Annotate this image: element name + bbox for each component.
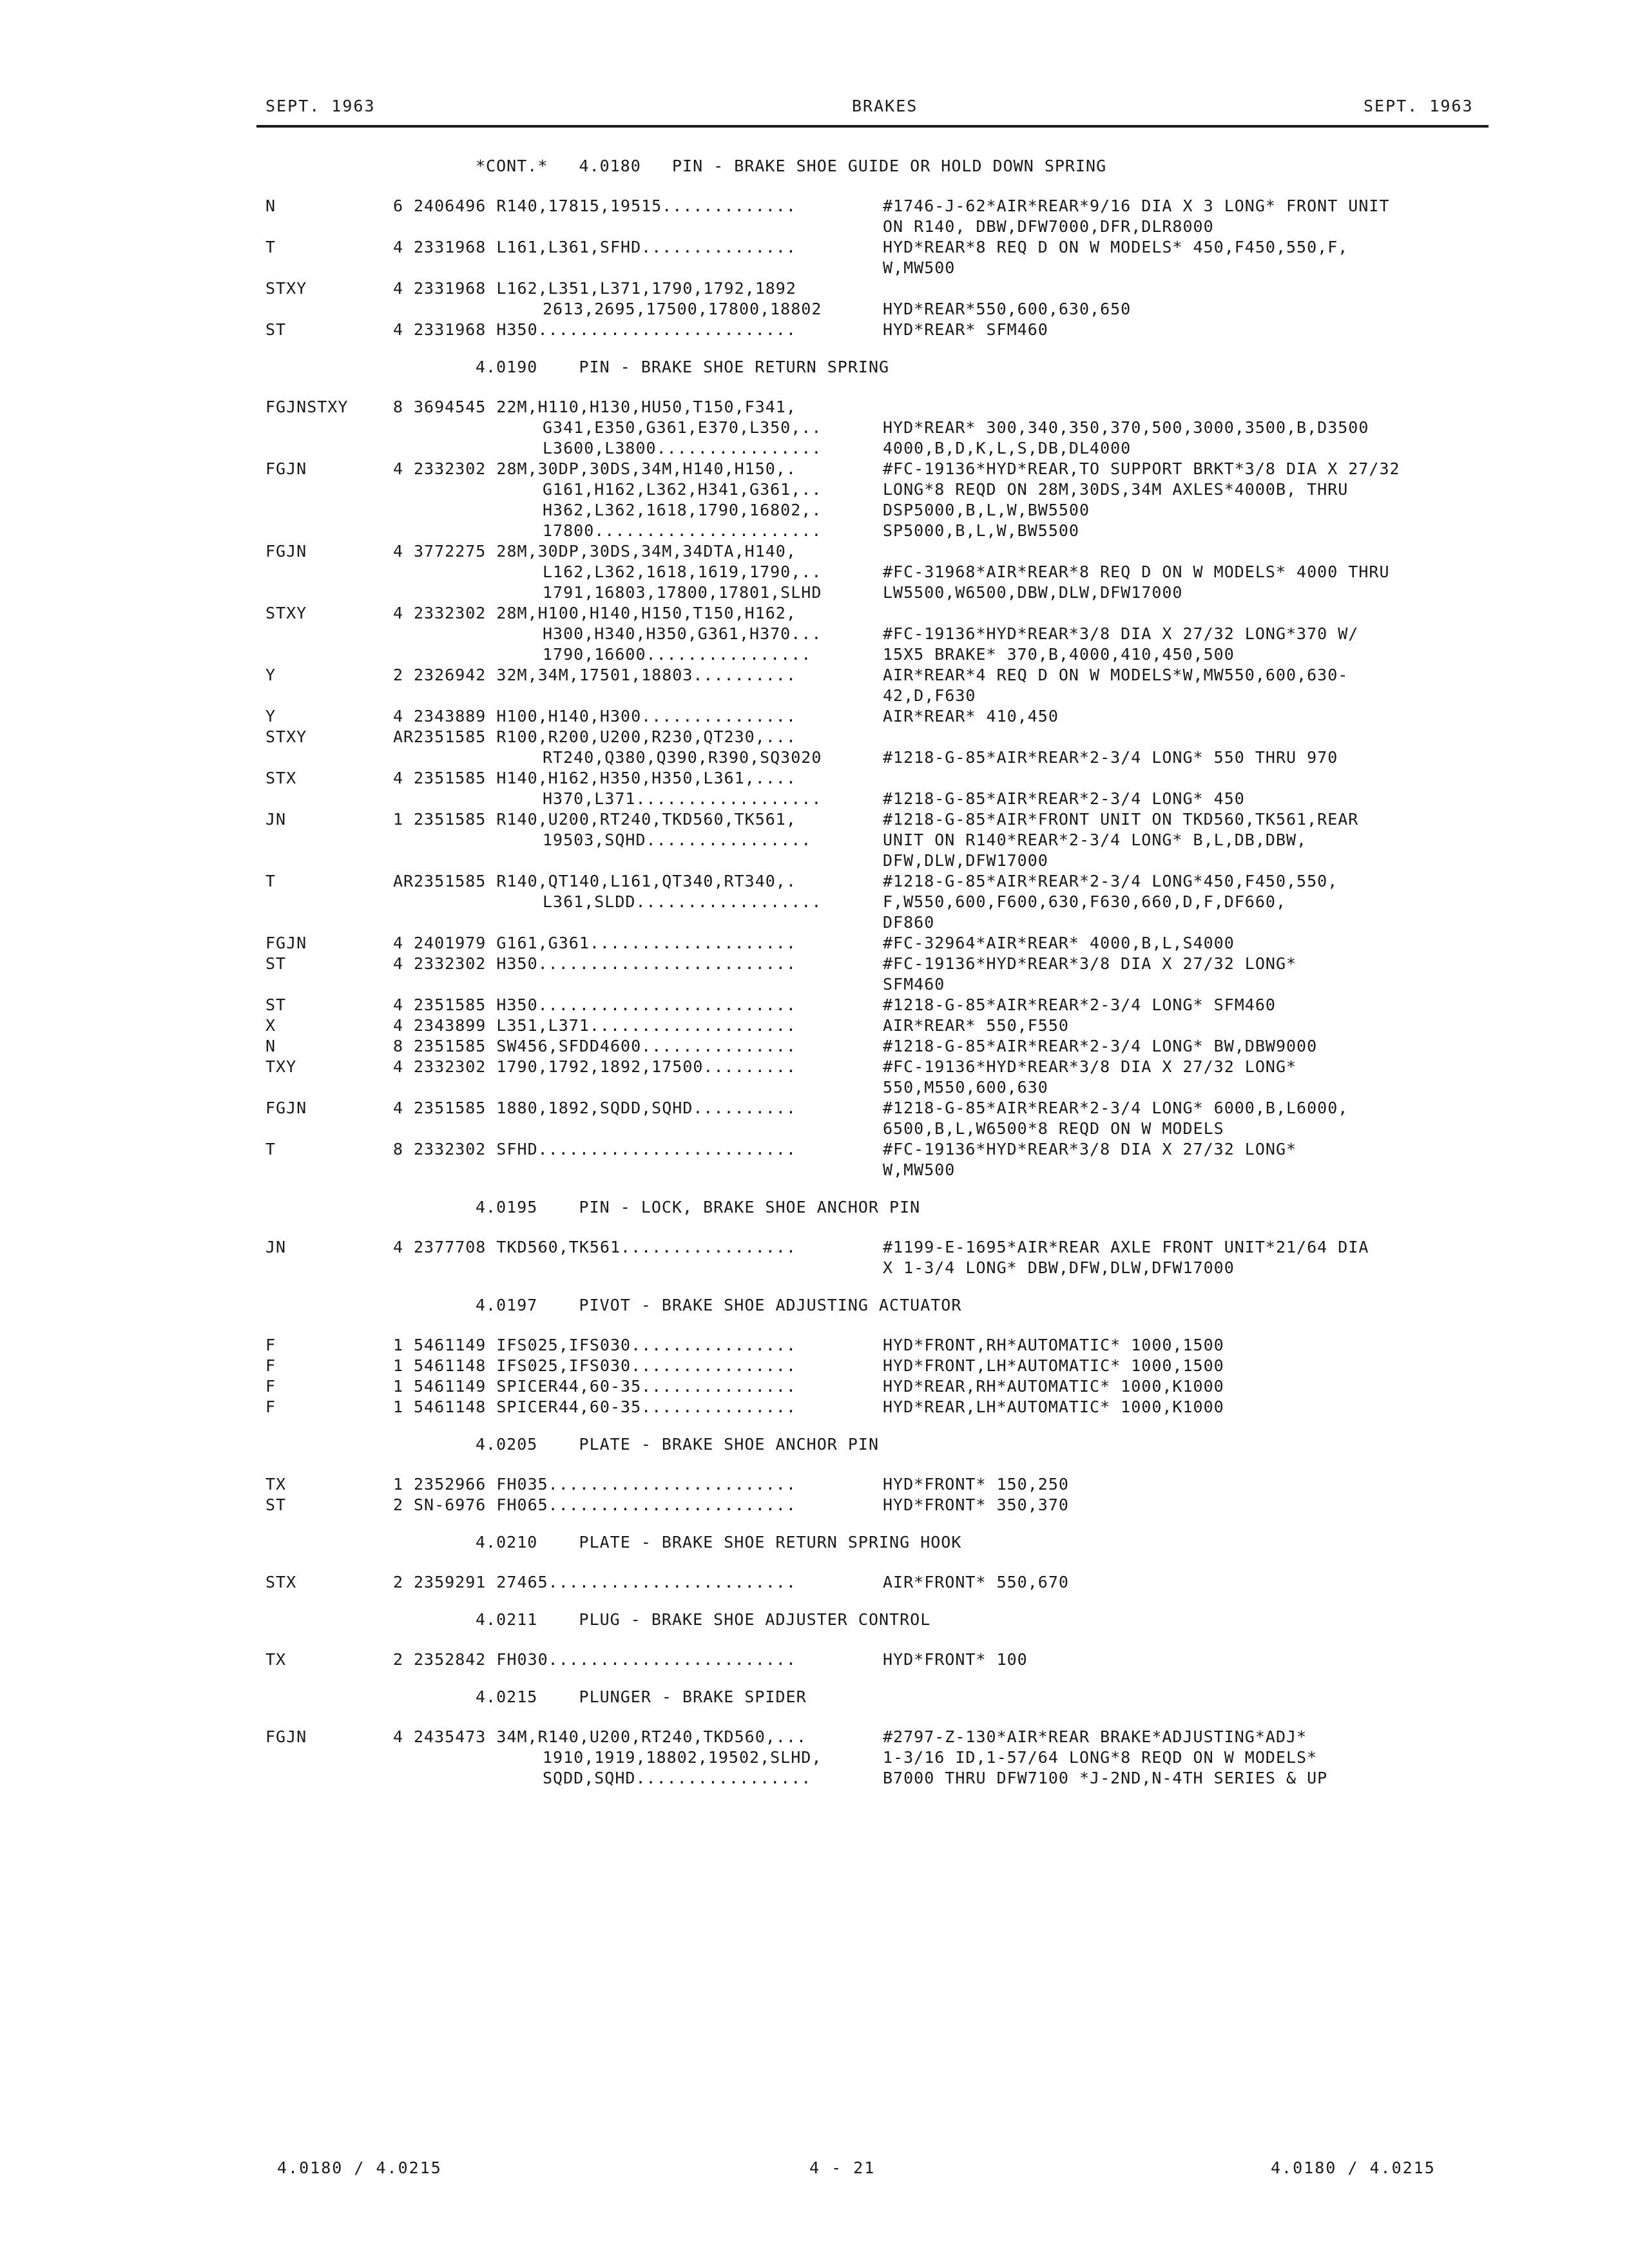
entry-quantity: 4 (393, 604, 404, 622)
entry-quantity: 1 (393, 810, 404, 829)
entry-part-and-application: 2351585 R100,R200,U200,R230,QT230,... (414, 727, 796, 746)
footer-range-left: 4.0180 / 4.0215 (277, 2158, 442, 2177)
entry-description: #FC-19136*HYD*REAR*3/8 DIA X 27/32 LONG* (883, 954, 1297, 973)
entry-description: B7000 THRU DFW7100 *J-2ND,N-4TH SERIES & UP (883, 1769, 1328, 1787)
entry-description: F,W550,600,F600,630,F630,660,D,F,DF660, (883, 892, 1286, 911)
entry-model-code: TX (265, 1475, 287, 1494)
entry-description: DSP5000,B,L,W,BW5500 (883, 501, 1090, 519)
entry-quantity: 4 (393, 459, 404, 478)
entry-quantity: 4 (393, 707, 404, 726)
entry-quantity: 4 (393, 542, 404, 561)
footer-page-number: 4 - 21 (809, 2158, 876, 2177)
entry-quantity: AR (393, 727, 414, 746)
entry-model-code: T (265, 1140, 276, 1158)
entry-description: #1218-G-85*AIR*REAR*2-3/4 LONG*450,F450,550, (883, 872, 1338, 890)
entry-application-continued: SQDD,SQHD................. (543, 1769, 812, 1787)
entry-description: #1218-G-85*AIR*REAR*2-3/4 LONG* 450 (883, 789, 1245, 808)
entry-model-code: FGJN (265, 1099, 307, 1117)
entry-part-and-application: 5461149 IFS025,IFS030................ (414, 1336, 796, 1354)
entry-part-and-application: 2343889 H100,H140,H300............... (414, 707, 796, 726)
entry-model-code: STXY (265, 604, 307, 622)
entry-part-and-application: 2331968 L162,L351,L371,1790,1792,1892 (414, 279, 796, 298)
entry-description: #FC-32964*AIR*REAR* 4000,B,L,S4000 (883, 934, 1235, 952)
entry-description: UNIT ON R140*REAR*2-3/4 LONG* B,L,DB,DBW, (883, 831, 1307, 849)
entry-description: LONG*8 REQD ON 28M,30DS,34M AXLES*4000B, THRU (883, 480, 1349, 499)
entry-description: HYD*REAR*8 REQ D ON W MODELS* 450,F450,550,F, (883, 238, 1349, 256)
entry-quantity: 1 (393, 1377, 404, 1396)
entry-description: #FC-19136*HYD*REAR*3/8 DIA X 27/32 LONG* (883, 1057, 1297, 1076)
entry-quantity: 4 (393, 934, 404, 952)
entry-model-code: TX (265, 1650, 287, 1669)
entry-description: #1218-G-85*AIR*REAR*2-3/4 LONG* SFM460 (883, 995, 1276, 1014)
entry-quantity: 8 (393, 1140, 404, 1158)
entry-description: SP5000,B,L,W,BW5500 (883, 521, 1079, 540)
section-title: 4.0197 PIVOT - BRAKE SHOE ADJUSTING ACTUATOR (476, 1296, 962, 1314)
entry-description: ON R140, DBW,DFW7000,DFR,DLR8000 (883, 217, 1214, 236)
entry-part-and-application: SN-6976 FH065........................ (414, 1495, 796, 1514)
entry-part-and-application: 2332302 28M,30DP,30DS,34M,H140,H150,. (414, 459, 796, 478)
entry-model-code: Y (265, 666, 276, 684)
entry-application-continued: L162,L362,1618,1619,1790,.. (543, 562, 822, 581)
entry-part-and-application: 2406496 R140,17815,19515............. (414, 197, 796, 215)
section-title: *CONT.* 4.0180 PIN - BRAKE SHOE GUIDE OR HOLD DOWN SPRING (476, 157, 1107, 175)
entry-quantity: 2 (393, 1495, 404, 1514)
entry-description: #2797-Z-130*AIR*REAR BRAKE*ADJUSTING*ADJ* (883, 1727, 1307, 1746)
entry-model-code: Y (265, 707, 276, 726)
entry-model-code: ST (265, 1495, 287, 1514)
entry-model-code: N (265, 1037, 276, 1055)
entry-model-code: STXY (265, 279, 307, 298)
entry-quantity: 1 (393, 1475, 404, 1494)
section-title: 4.0205 PLATE - BRAKE SHOE ANCHOR PIN (476, 1435, 879, 1454)
entry-quantity: 8 (393, 398, 404, 416)
entry-description: HYD*REAR,LH*AUTOMATIC* 1000,K1000 (883, 1398, 1224, 1416)
header-section-title: BRAKES (852, 97, 918, 115)
entry-application-continued: 1910,1919,18802,19502,SLHD, (543, 1748, 822, 1767)
entry-model-code: FGJNSTXY (265, 398, 349, 416)
entry-description: #1218-G-85*AIR*REAR*2-3/4 LONG* BW,DBW9000 (883, 1037, 1318, 1055)
entry-description: #1218-G-85*AIR*FRONT UNIT ON TKD560,TK561,REAR (883, 810, 1359, 829)
entry-model-code: X (265, 1016, 276, 1035)
entry-description: #FC-19136*HYD*REAR*3/8 DIA X 27/32 LONG* (883, 1140, 1297, 1158)
entry-quantity: 4 (393, 1016, 404, 1035)
entry-application-continued: H362,L362,1618,1790,16802,. (543, 501, 822, 519)
entry-quantity: 2 (393, 1573, 404, 1591)
entry-model-code: F (265, 1377, 276, 1396)
entry-quantity: 2 (393, 666, 404, 684)
entry-description: SFM460 (883, 975, 945, 994)
entry-part-and-application: 2332302 SFHD......................... (414, 1140, 796, 1158)
header-date-right: SEPT. 1963 (1364, 97, 1474, 115)
header-date-left: SEPT. 1963 (265, 97, 376, 115)
entry-quantity: 4 (393, 279, 404, 298)
section-title: 4.0195 PIN - LOCK, BRAKE SHOE ANCHOR PIN (476, 1198, 921, 1216)
entry-application-continued: RT240,Q380,Q390,R390,SQ3020 (543, 748, 822, 767)
entry-description: #1218-G-85*AIR*REAR*2-3/4 LONG* 6000,B,L6000, (883, 1099, 1349, 1117)
entry-quantity: 4 (393, 954, 404, 973)
entry-model-code: ST (265, 320, 287, 339)
entry-model-code: STX (265, 769, 297, 787)
entry-description: AIR*REAR* 410,450 (883, 707, 1059, 726)
section-title: 4.0190 PIN - BRAKE SHOE RETURN SPRING (476, 358, 890, 376)
entry-model-code: N (265, 197, 276, 215)
entry-part-and-application: 2351585 R140,U200,RT240,TKD560,TK561, (414, 810, 796, 829)
entry-description: HYD*REAR* 300,340,350,370,500,3000,3500,B,D3500 (883, 418, 1369, 437)
entry-part-and-application: 2343899 L351,L371.................... (414, 1016, 796, 1035)
entry-description: 550,M550,600,630 (883, 1078, 1048, 1097)
entry-application-continued: L3600,L3800................ (543, 439, 822, 457)
entry-description: 15X5 BRAKE* 370,B,4000,410,450,500 (883, 645, 1235, 664)
entry-part-and-application: 2331968 H350......................... (414, 320, 796, 339)
section-title: 4.0210 PLATE - BRAKE SHOE RETURN SPRING HOOK (476, 1533, 962, 1552)
entry-quantity: 4 (393, 320, 404, 339)
entry-description: 4000,B,D,K,L,S,DB,DL4000 (883, 439, 1132, 457)
entry-description: #FC-31968*AIR*REAR*8 REQ D ON W MODELS* 4000 THRU (883, 562, 1390, 581)
entry-quantity: 4 (393, 995, 404, 1014)
entry-quantity: 4 (393, 1057, 404, 1076)
entry-quantity: 4 (393, 1238, 404, 1256)
entry-quantity: 4 (393, 238, 404, 256)
section-title: 4.0211 PLUG - BRAKE SHOE ADJUSTER CONTROL (476, 1610, 931, 1629)
entry-quantity: 4 (393, 769, 404, 787)
entry-quantity: 8 (393, 1037, 404, 1055)
entry-model-code: T (265, 872, 276, 890)
entry-application-continued: 1791,16803,17800,17801,SLHD (543, 583, 822, 602)
entry-description: AIR*FRONT* 550,670 (883, 1573, 1069, 1591)
entry-quantity: 4 (393, 1099, 404, 1117)
entry-part-and-application: 2326942 32M,34M,17501,18803.......... (414, 666, 796, 684)
entry-description: X 1-3/4 LONG* DBW,DFW,DLW,DFW17000 (883, 1258, 1235, 1277)
entry-application-continued: L361,SLDD.................. (543, 892, 822, 911)
entry-model-code: JN (265, 810, 287, 829)
entry-model-code: ST (265, 954, 287, 973)
entry-description: HYD*FRONT,LH*AUTOMATIC* 1000,1500 (883, 1356, 1224, 1375)
entry-part-and-application: 2351585 R140,QT140,L161,QT340,RT340,. (414, 872, 796, 890)
entry-part-and-application: 2352966 FH035........................ (414, 1475, 796, 1494)
entry-description: AIR*REAR* 550,F550 (883, 1016, 1069, 1035)
entry-description: HYD*REAR* SFM460 (883, 320, 1048, 339)
entry-part-and-application: 5461148 IFS025,IFS030................ (414, 1356, 796, 1375)
section-title: 4.0215 PLUNGER - BRAKE SPIDER (476, 1687, 807, 1706)
entry-application-continued: G341,E350,G361,E370,L350,.. (543, 418, 822, 437)
entry-part-and-application: 2351585 H350......................... (414, 995, 796, 1014)
entry-description: HYD*FRONT* 150,250 (883, 1475, 1069, 1494)
entry-part-and-application: 2351585 1880,1892,SQDD,SQHD.......... (414, 1099, 796, 1117)
entry-model-code: JN (265, 1238, 287, 1256)
entry-model-code: STXY (265, 727, 307, 746)
entry-model-code: F (265, 1356, 276, 1375)
entry-application-continued: H370,L371.................. (543, 789, 822, 808)
entry-part-and-application: 3772275 28M,30DP,30DS,34M,34DTA,H140, (414, 542, 796, 561)
entry-quantity: 1 (393, 1398, 404, 1416)
entry-description: HYD*REAR,RH*AUTOMATIC* 1000,K1000 (883, 1377, 1224, 1396)
entry-application-continued: 1790,16600................ (543, 645, 812, 664)
entry-model-code: ST (265, 995, 287, 1014)
entry-part-and-application: 2331968 L161,L361,SFHD............... (414, 238, 796, 256)
entry-model-code: STX (265, 1573, 297, 1591)
entry-part-and-application: 5461149 SPICER44,60-35............... (414, 1377, 796, 1396)
entry-part-and-application: 3694545 22M,H110,H130,HU50,T150,F341, (414, 398, 796, 416)
entry-part-and-application: 2435473 34M,R140,U200,RT240,TKD560,... (414, 1727, 807, 1746)
entry-quantity: 1 (393, 1336, 404, 1354)
entry-description: DF860 (883, 913, 935, 932)
entry-application-continued: G161,H162,L362,H341,G361,.. (543, 480, 822, 499)
entry-application-continued: H300,H340,H350,G361,H370... (543, 624, 822, 643)
entry-model-code: FGJN (265, 542, 307, 561)
entry-model-code: F (265, 1336, 276, 1354)
entry-part-and-application: 2359291 27465........................ (414, 1573, 796, 1591)
entry-part-and-application: 2332302 H350......................... (414, 954, 796, 973)
entry-part-and-application: 2351585 H140,H162,H350,H350,L361,.... (414, 769, 796, 787)
entry-model-code: FGJN (265, 934, 307, 952)
entry-description: #1218-G-85*AIR*REAR*2-3/4 LONG* 550 THRU 970 (883, 748, 1338, 767)
entry-description: 1-3/16 ID,1-57/64 LONG*8 REQD ON W MODELS* (883, 1748, 1318, 1767)
entry-part-and-application: 2332302 1790,1792,1892,17500......... (414, 1057, 796, 1076)
entry-description: HYD*FRONT* 100 (883, 1650, 1028, 1669)
entry-model-code: FGJN (265, 1727, 307, 1746)
entry-description: LW5500,W6500,DBW,DLW,DFW17000 (883, 583, 1183, 602)
entry-description: DFW,DLW,DFW17000 (883, 851, 1048, 870)
entry-quantity: 2 (393, 1650, 404, 1669)
entry-model-code: TXY (265, 1057, 297, 1076)
entry-application-continued: 19503,SQHD................ (543, 831, 812, 849)
entry-description: AIR*REAR*4 REQ D ON W MODELS*W,MW550,600,630- (883, 666, 1349, 684)
entry-description: HYD*REAR*550,600,630,650 (883, 300, 1132, 318)
entry-description: #FC-19136*HYD*REAR*3/8 DIA X 27/32 LONG*370 W/ (883, 624, 1359, 643)
entry-part-and-application: 2351585 SW456,SFDD4600............... (414, 1037, 796, 1055)
entry-quantity: 4 (393, 1727, 404, 1746)
entry-part-and-application: 2401979 G161,G361.................... (414, 934, 796, 952)
entry-part-and-application: 2352842 FH030........................ (414, 1650, 796, 1669)
entry-part-and-application: 2332302 28M,H100,H140,H150,T150,H162, (414, 604, 796, 622)
entry-model-code: T (265, 238, 276, 256)
entry-model-code: F (265, 1398, 276, 1416)
entry-part-and-application: 5461148 SPICER44,60-35............... (414, 1398, 796, 1416)
entry-description: W,MW500 (883, 258, 956, 277)
entry-description: #FC-19136*HYD*REAR,TO SUPPORT BRKT*3/8 DIA X 27/32 (883, 459, 1400, 478)
entry-application-continued: 2613,2695,17500,17800,18802 (543, 300, 822, 318)
entry-description: #1199-E-1695*AIR*REAR AXLE FRONT UNIT*21/64 DIA (883, 1238, 1369, 1256)
entry-model-code: FGJN (265, 459, 307, 478)
entry-quantity: AR (393, 872, 414, 890)
footer-range-right: 4.0180 / 4.0215 (1271, 2158, 1436, 2177)
entry-part-and-application: 2377708 TKD560,TK561................. (414, 1238, 796, 1256)
entry-application-continued: 17800...................... (543, 521, 822, 540)
entry-quantity: 1 (393, 1356, 404, 1375)
entry-description: HYD*FRONT,RH*AUTOMATIC* 1000,1500 (883, 1336, 1224, 1354)
entry-description: 6500,B,L,W6500*8 REQD ON W MODELS (883, 1119, 1224, 1138)
entry-description: #1746-J-62*AIR*REAR*9/16 DIA X 3 LONG* FRONT UNIT (883, 197, 1390, 215)
entry-quantity: 6 (393, 197, 404, 215)
entry-description: 42,D,F630 (883, 686, 976, 705)
entry-description: HYD*FRONT* 350,370 (883, 1495, 1069, 1514)
entry-description: W,MW500 (883, 1160, 956, 1179)
